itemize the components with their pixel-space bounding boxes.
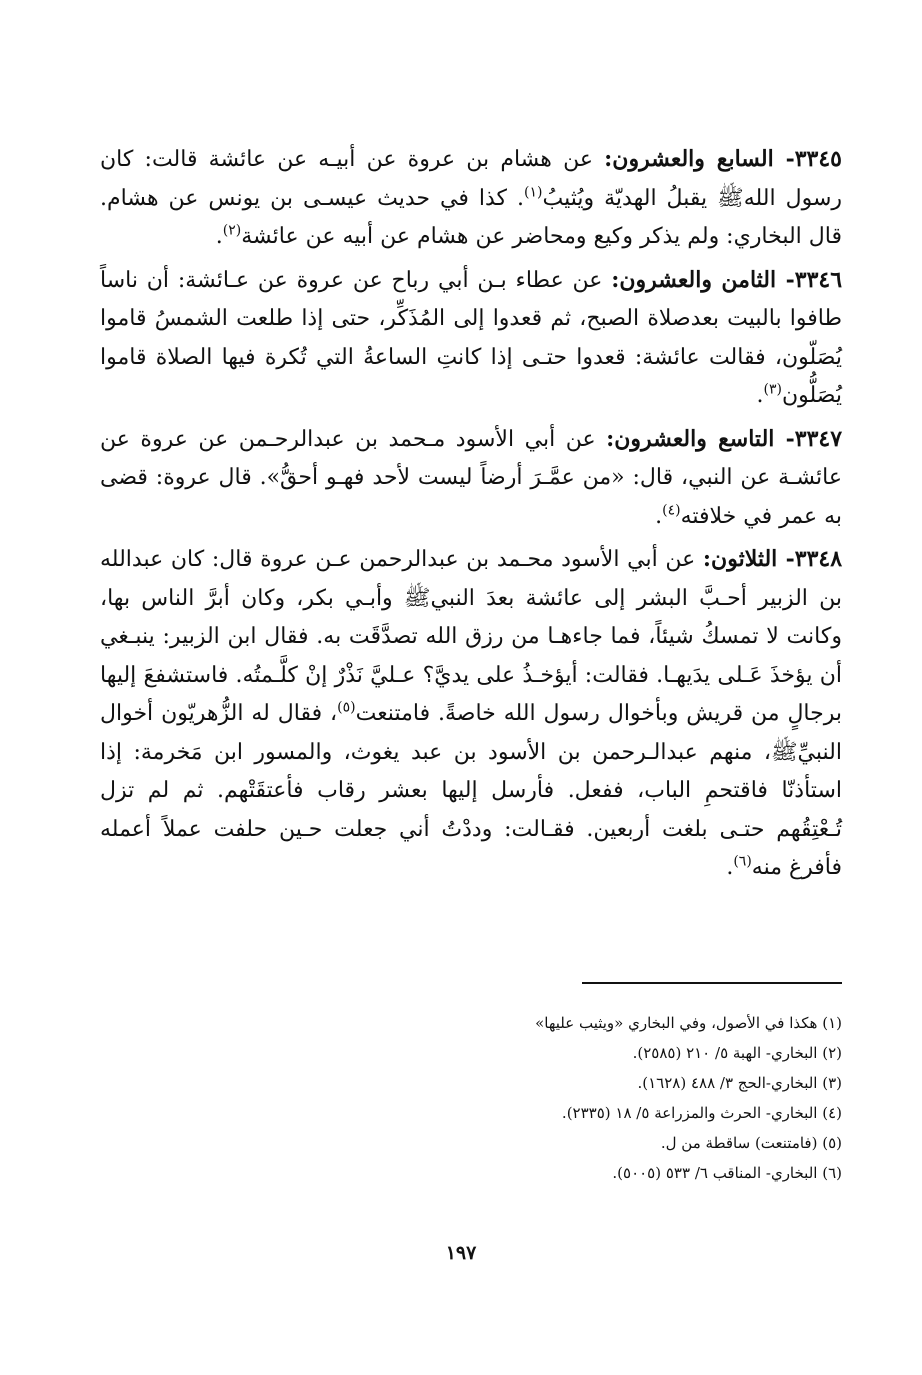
footnote-2: (٢) البخاري- الهبة ٥/ ٢١٠ (٢٥٨٥). <box>632 1044 842 1062</box>
hadith-entry-3346 <box>100 261 842 416</box>
entry-end: . <box>726 855 734 880</box>
entry-text-continued: . كذا في حديث عيسـى بن يونس عن هشام. قال البخاري: ولم يذكر وكيع ومحاضر عن هشام عن أبيه عن عائشة <box>100 185 842 249</box>
entry-heading: ٣٣٤٥- السابع والعشرون: <box>604 146 842 172</box>
footnote-1: (١) هكذا في الأصول، وفي البخاري «ويثيب عليها» <box>535 1014 842 1032</box>
footnote-reference[interactable]: (٢) <box>222 222 242 239</box>
entry-heading: ٣٣٤٦- الثامن والعشرون: <box>611 266 843 293</box>
hadith-entry-3348 <box>100 540 842 888</box>
footnote-4: (٤) البخاري- الحرث والمزراعة ٥/ ١٨ (٢٣٣٥). <box>561 1104 842 1122</box>
entry-text: عن عطاء بـن أبي رباح عن عروة عن عـائشة: أن ناساً طافوا بالبيت بعدصلاة الصبح، ثم قعدوا إلى المُذَكِّر، حتى إذا طلعت الشمسُ قاموا يُصَلّون، فقالت عائشة: قعدوا حتـى إذا كانتِ الساعةُ التي تُكرة فيها الصلاة قاموا يُصَلُّون <box>100 267 842 408</box>
footnote-3: (٣) البخاري-الحج ٣/ ٤٨٨ (١٦٢٨). <box>637 1074 842 1092</box>
entry-end: . <box>655 503 663 529</box>
footnotes <box>100 1008 842 1188</box>
page-number: ١٩٧ <box>445 1242 477 1264</box>
entry-text: عن أبي الأسود مـحمد بن عبدالرحـمن عن عروة عن عائشـة عن النبي، قال: «من عمَّـرَ أرضاً ليست لأحد فهـو أحقُّ». قال عروة: قضى به عمر في خلافته <box>100 426 842 529</box>
entry-heading: ٣٣٤٨- الثلاثون: <box>702 546 843 572</box>
footnote-5: (٥) (فامتنعت) ساقطة من ل. <box>660 1134 842 1152</box>
footnote-separator <box>582 982 842 984</box>
footnote-reference[interactable]: (٦) <box>733 853 752 870</box>
hadith-entry-3345 <box>100 140 842 257</box>
entry-text: عن أبي الأسود محـمد بن عبدالرحمن عـن عروة قال: كان عبدالله بن الزبير أحـبَّ البشر إلى عائشة بعدَ النبيﷺ وأبـي بكر، وكان أبرَّ الناس بها، وكانت لا تمسكُ شيئاً، فما جاءهـا من رزق الله تصدَّقَت به. فقال ابن الزبير: ينبـغي أن يؤخذَ عَـلى يدَيهـا. فقالت: أيؤخـذُ على يديَّ؟ عـليَّ نَذْرٌ إنْ كلَّـمتُه. فاستشفعَ إليها برجالٍ من قريش وبأخوال رسول الله خاصةً. فامتنعت <box>100 547 842 726</box>
entry-heading: ٣٣٤٧- التاسع والعشرون: <box>606 425 843 452</box>
entry-text-continued: ، فقال له الزُّهريّون أخوال النبيِّﷺ، منهم عبدالـرحمن بن الأسود بن عبد يغوث، والمسور ابن مَخرمة: إذا استأذنّا فاقتحمِ الباب، ففعل. فأرسل إليها بعشر رقاب فأعتقَتْهم. ثم لم تزل تُـعْتِقُهم حتـى بلغت أربعين. فقـالت: وددْتُ أني جعلت حـين حلفت عملاً أعمله فأفرغ منه <box>100 701 842 880</box>
footnote-reference[interactable]: (٥) <box>337 699 356 716</box>
main-text <box>100 140 842 892</box>
entry-end: . <box>215 224 223 249</box>
entry-end: . <box>756 383 764 408</box>
footnote-reference[interactable]: (٣) <box>763 381 782 398</box>
hadith-entry-3347 <box>100 420 842 537</box>
entry-text: عن هشام بن عروة عن أبيـه عن عائشة قالت: كان رسول اللهﷺ يقبلُ الهديّة ويُثيبُ <box>100 147 843 211</box>
footnote-reference[interactable]: (٤) <box>662 502 681 519</box>
footnote-reference[interactable]: (١) <box>524 184 543 201</box>
footnote-6: (٦) البخاري- المناقب ٦/ ٥٣٣ (٥٠٠٥). <box>612 1164 842 1182</box>
